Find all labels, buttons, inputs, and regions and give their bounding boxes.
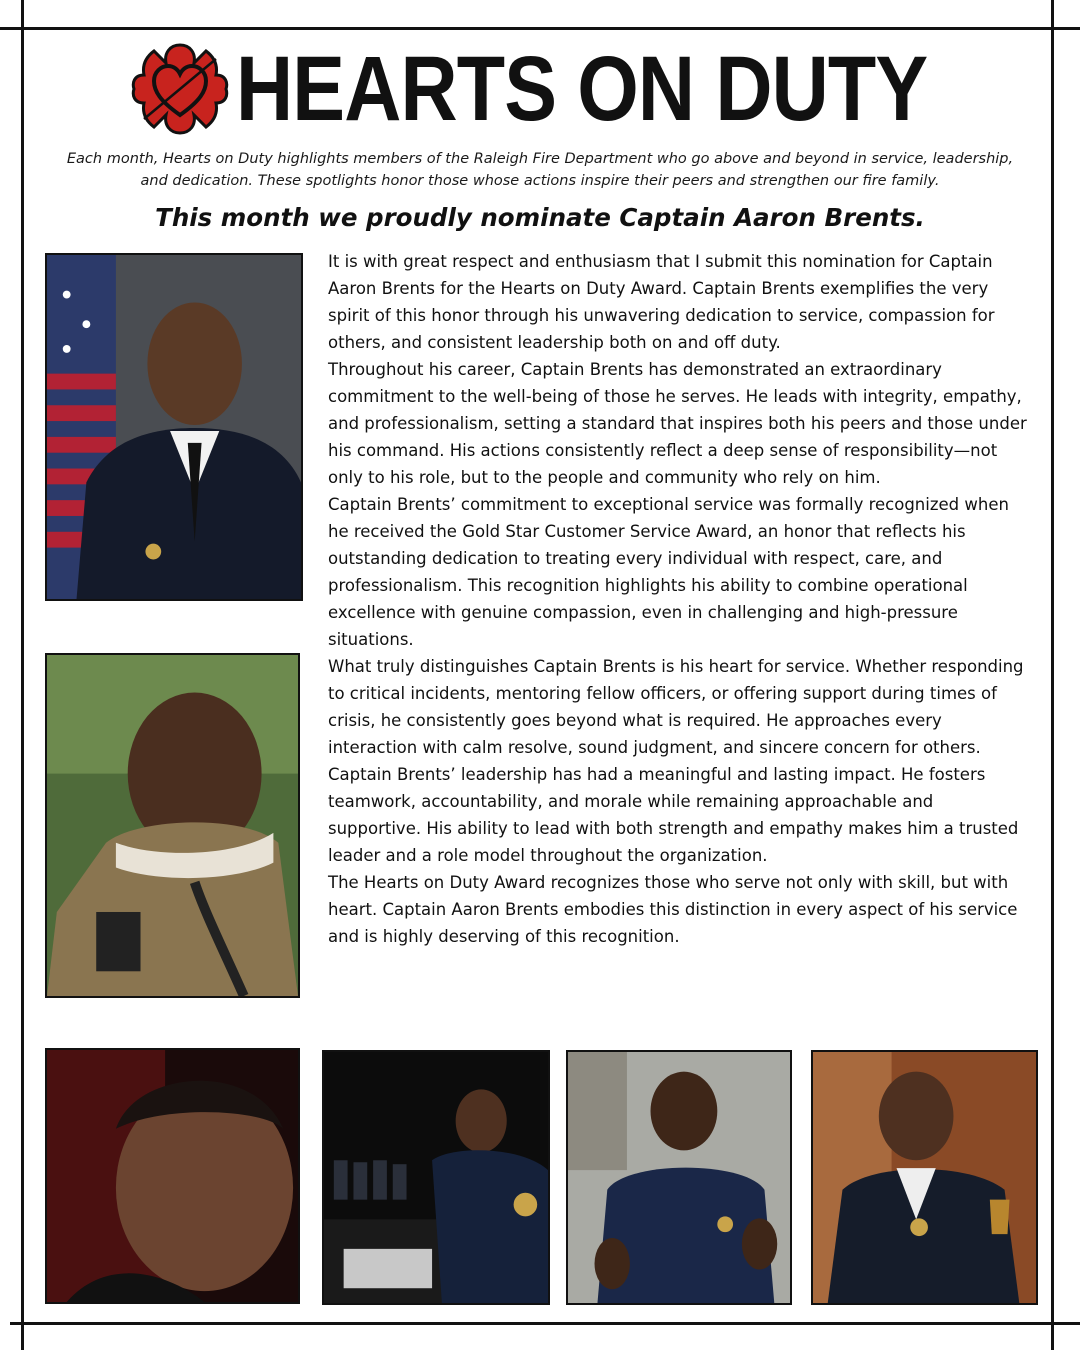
frame-left-line xyxy=(21,0,24,1350)
paragraph: Captain Brents’ leadership has had a meaningful and lasting impact. He fosters teamwork, accountability, and morale while remaining approachable and supportive. His ability to lead with both strength and empathy makes him a trusted leader and a role model throughout the organization. xyxy=(328,765,1019,865)
paragraph: What truly distinguishes Captain Brents is his heart for service. Whether responding to critical incidents, mentoring fellow officers, or offering support during times of crisis, he consistently goes beyond what is required. He approaches every interaction with calm resolve, sound judgment, and sincere concern for others. xyxy=(328,657,1024,757)
frame-top-line xyxy=(0,27,1080,30)
nomination-heading: This month we proudly nominate Captain Aaron Brents. xyxy=(155,203,925,232)
podium-speech-photo xyxy=(322,1050,550,1305)
nomination-letter xyxy=(328,248,1028,950)
header xyxy=(0,34,1080,144)
frame-bottom-line xyxy=(10,1322,1080,1325)
turnout-gear-photo xyxy=(45,653,300,998)
paragraph: Captain Brents’ commitment to exceptional service was formally recognized when he received the Gold Star Customer Service Award, an honor that reflects his outstanding dedication to treating every individual with respect, care, and professionalism. This recognition highlights his ability to combine operational excellence with genuine compassion, even in challenging and high-pressure situations. xyxy=(328,495,1009,649)
smiling-photo xyxy=(45,1048,300,1304)
portrait-photo xyxy=(45,253,303,601)
paragraph: It is with great respect and enthusiasm that I submit this nomination for Captain Aaron Brents for the Hearts on Duty Award. Captain Brents exemplifies the very spirit of this honor through his unwavering dedication to service, compassion for others, and consistent leadership both on and off duty. xyxy=(328,252,995,352)
paragraph: Throughout his career, Captain Brents has demonstrated an extraordinary commitment to the well-being of those he serves. He leads with integrity, empathy, and professionalism, setting a standard that inspires both his peers and those under his command. His actions consistently reflect a deep sense of responsibility—not only to his role, but to the people and community who rely on him. xyxy=(328,360,1027,487)
dress-uniform-photo xyxy=(811,1050,1038,1305)
intro-text: Each month, Hearts on Duty highlights members of the Raleigh Fire Department who go above and beyond in service, leadership, and dedication. These spotlights honor those whose actions inspire their peers and strengthen our fire family. xyxy=(66,151,1014,189)
frame-right-line xyxy=(1051,0,1054,1350)
thumbs-up-photo xyxy=(566,1050,792,1305)
paragraph: The Hearts on Duty Award recognizes those who serve not only with skill, but with heart. Captain Aaron Brents embodies this distinction in every aspect of his service and is highly deserving of this recognition. xyxy=(328,873,1018,946)
page-title: HEARTS ON DUTY xyxy=(236,38,928,140)
fire-maltese-cross-heart-icon xyxy=(130,39,230,139)
